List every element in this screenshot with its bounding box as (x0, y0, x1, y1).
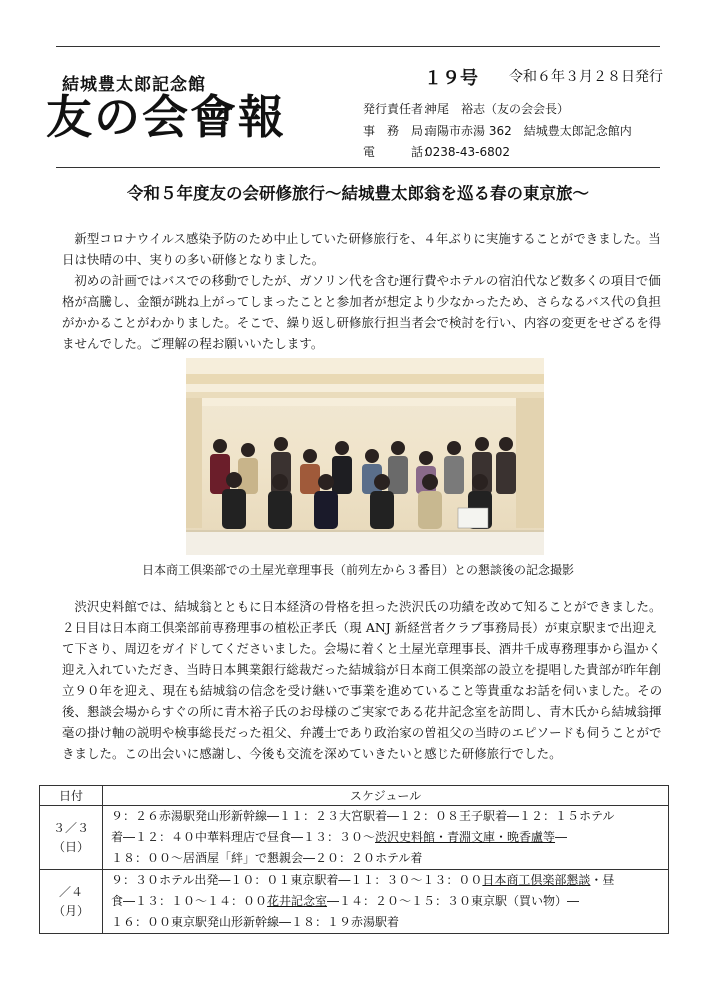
issue-number: １９号 (424, 68, 478, 89)
plan-text: ― (555, 830, 568, 844)
day-cell (40, 806, 103, 870)
plan-line: １６：００東京駅発山形新幹線―１８：１９赤湯駅着 (111, 915, 400, 929)
plan-cell (103, 806, 669, 870)
office-label: 事 務 局： (363, 124, 436, 138)
phone-line (363, 143, 510, 160)
schedule-row (40, 870, 669, 934)
office-value: 南陽市赤湯 362 結城豊太郎記念館内 (425, 124, 632, 138)
intro-text (62, 228, 668, 354)
masthead-subtitle: 結城豊太郎記念館 (62, 75, 206, 95)
phone-label: 電 話： (363, 145, 436, 159)
office-line (363, 122, 632, 139)
plan-line: １８：００～居酒屋「絆」で懇親会―２０：２０ホテル着 (111, 851, 423, 865)
plan-text: ―１４：２０～１５：３０東京駅（買い物）― (327, 894, 580, 908)
plan-text: 食―１３：１０～１４：００ (111, 894, 268, 908)
plan-line (111, 870, 664, 891)
body-paragraph-1: 渋沢史料館では、結城翁とともに日本経済の骨格を担った渋沢氏の功績を改めて知ることができました。２日目は日本商工倶楽部前専務理事の植松正孝氏（現 ANJ 新経営者クラブ事務局長）が東京駅まで出迎えて下さり、周辺をガイドしてくださいました。会場に着くと土屋光章理事長、酒井千成専務理事から温かく迎え入れていただき、当時日本興業銀行総裁だった結城翁が日本商工倶楽部の設立を提唱した貴部が昨年創立９０年を迎え、現在も結城翁の信念を受け継いで事業を進めていること等貴重なお話を伺いました。その後、懇談会場からすぐの所に青木裕子氏のお母様のご実家である花井記念室を訪問し、青木氏から結城翁揮毫の掛け軸の説明や検事総長だった祖父、弁護士であり政治家の曽祖父の当時のエピソードも伺うことができました。この出会いに感謝し、今後も交流を深めていきたいと感じた研修旅行でした。 (62, 599, 663, 761)
publisher-value: 神尾 裕志（友の会会長） (425, 102, 570, 116)
phone-value: 0238-43-6802 (425, 145, 511, 159)
day-cell (40, 870, 103, 934)
plan-cell (103, 870, 669, 934)
publisher-line (363, 100, 569, 117)
day-weekday: （日） (52, 839, 89, 854)
plan-line (111, 891, 664, 912)
plan-text: 着―１２：４０中華料理店で昼食―１３：３０～ (111, 830, 376, 844)
day-date: ３／３ (52, 820, 89, 835)
plan-text: ９：３０ホテル出発―１０：０１東京駅着―１１：３０～１３：００ (111, 873, 483, 887)
article-headline: 令和５年度友の会研修旅行～結城豊太郎翁を巡る春の東京旅～ (127, 184, 589, 203)
col-header-day: 日付 (40, 786, 103, 806)
intro-paragraph-1: 新型コロナウイルス感染予防のため中止していた研修旅行を、４年ぶりに実施することができました。当日は快晴の中、実りの多い研修となりました。 (62, 231, 661, 267)
top-rule (56, 46, 660, 47)
schedule-row (40, 806, 669, 870)
day-weekday: （月） (52, 903, 89, 918)
day-date: ／４ (58, 884, 83, 899)
plan-text: ・昼 (590, 873, 615, 887)
masthead-rule (56, 167, 660, 168)
plan-line (111, 827, 664, 848)
masthead-title: 友の会會報 (46, 90, 286, 144)
plan-highlight: 花井記念室 (267, 894, 328, 908)
intro-paragraph-2: 初めの計画ではバスでの移動でしたが、ガソリン代を含む運行費やホテルの宿泊代など数多くの項目で価格が高騰し、金額が跳ね上がってしまったことと参加者が想定より少なかったため、さらなるバス代の負担がかかることがわかりました。そこで、繰り返し研修旅行担当者会で検討を行い、内容の変更をせざるを得ませんでした。ご理解の程お願いいたします。 (62, 273, 662, 351)
col-header-plan: スケジュール (103, 786, 669, 806)
schedule-table (39, 785, 669, 934)
publisher-label: 発行責任者： (363, 102, 436, 116)
plan-line: ９：２６赤湯駅発山形新幹線―１１：２３大宮駅着―１２：０８王子駅着―１２：１５ホテル (111, 809, 615, 823)
plan-highlight: 渋沢史料館・青淵文庫・晩香盧等 (375, 830, 556, 844)
photo-caption: 日本商工倶楽部での土屋光章理事長（前列左から３番目）との懇談後の記念撮影 (141, 563, 574, 577)
issue-date: 令和６年３月２８日発行 (509, 69, 663, 85)
group-photo (186, 358, 544, 555)
plan-highlight: 日本商工倶楽部懇談 (482, 873, 591, 887)
schedule-header-row (40, 786, 669, 806)
body-text (62, 596, 668, 764)
